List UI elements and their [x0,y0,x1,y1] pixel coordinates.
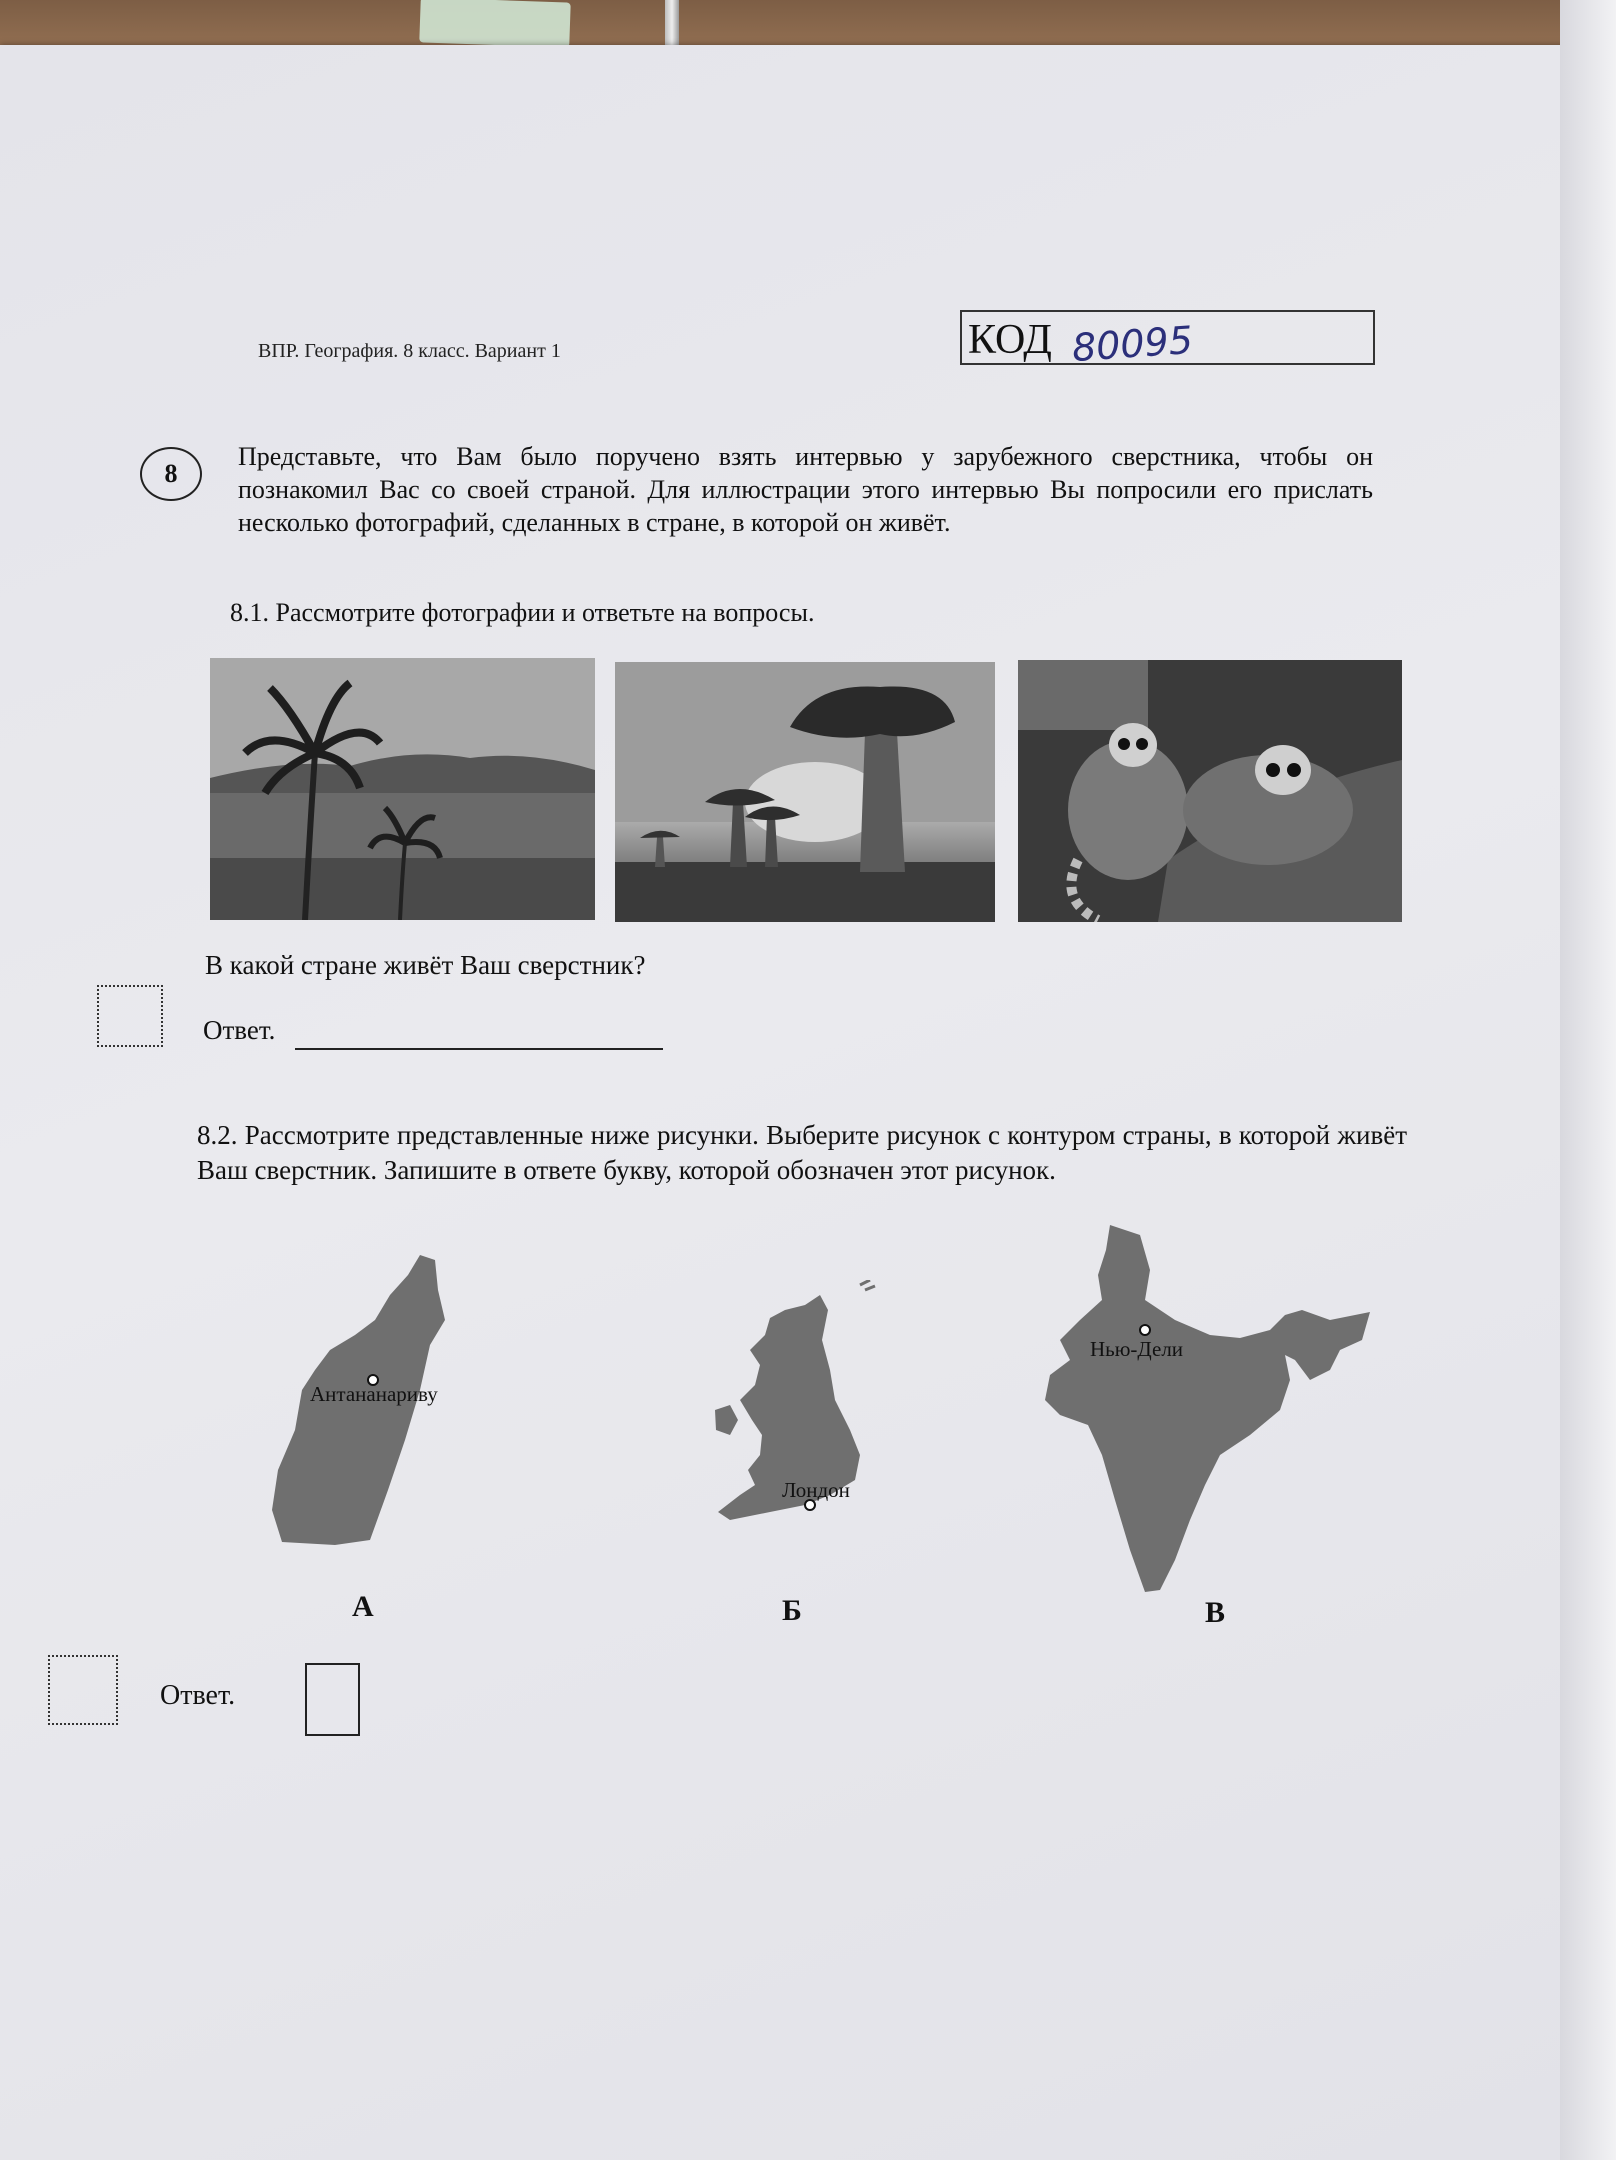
answer-line-8-1[interactable] [295,1048,663,1050]
sticky-note [419,0,570,48]
answer-label-8-2: Ответ. [160,1680,236,1711]
task-number: 8 [140,447,202,501]
map-letter-b: Б [782,1594,802,1627]
capital-label-a: Антананариву [310,1382,438,1406]
code-label: КОД [968,317,1052,363]
sheet-edge [1560,0,1616,2160]
code-handwritten-value: 80095 [1070,317,1195,371]
photo-baobabs [615,662,995,922]
capital-label-c: Нью-Дели [1090,1337,1184,1361]
answer-box-8-2[interactable] [305,1663,360,1736]
map-letter-a: А [352,1590,374,1623]
photo-lemurs [1018,660,1402,922]
capital-label-b: Лондон [782,1478,850,1502]
task-intro: Представьте, что Вам было поручено взять интервью у зарубежного сверстника, чтобы он познакомил Вас со своей страной. Для иллюстрации этого интервью Вы попросили его прислать несколько фотографий, сделанных в стране, в которой он живёт. [238,442,1373,537]
answer-label-8-1: Ответ. [203,1015,276,1045]
score-box-8-1 [97,985,163,1047]
page-header: ВПР. География. 8 класс. Вариант 1 [258,340,561,362]
photo-coast-palms [210,658,595,920]
subtask-8-2: 8.2. Рассмотрите представленные ниже рисунки. Выберите рисунок с контуром страны, в которой живёт Ваш сверстник. Запишите в ответе букву, которой обозначен этот рисунок. [197,1120,1407,1185]
question-country: В какой стране живёт Ваш сверстник? [205,950,646,980]
map-india [1040,1220,1380,1600]
map-letter-c: В [1205,1596,1226,1629]
score-box-8-2 [48,1655,118,1725]
subtask-8-1: 8.1. Рассмотрите фотографии и ответьте на вопросы. [230,598,815,627]
